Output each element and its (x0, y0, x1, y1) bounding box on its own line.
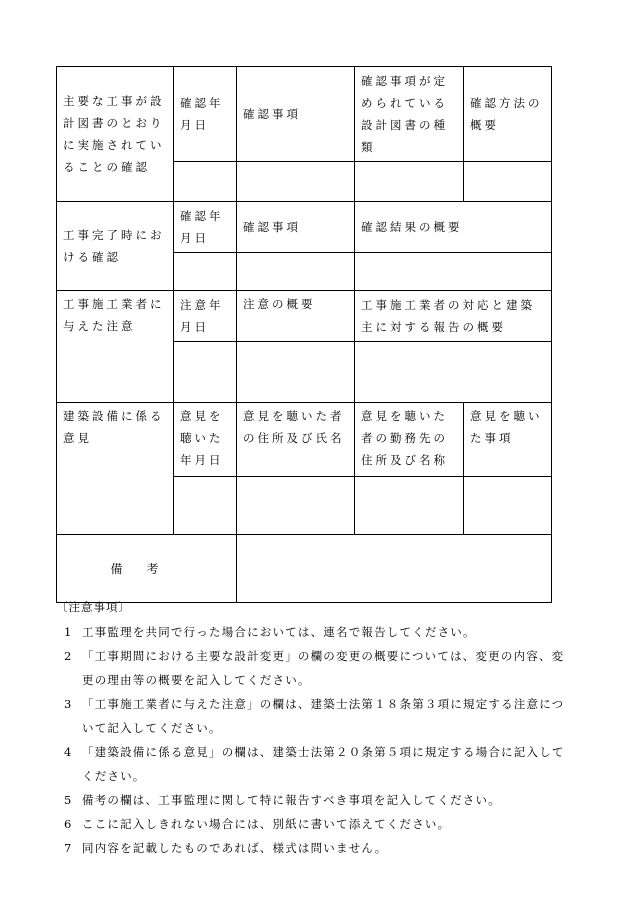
note-item (56, 812, 576, 836)
section2-header-result: 確認結果の概要 (355, 202, 552, 253)
construction-supervision-report-table (56, 66, 552, 603)
note-item (56, 692, 576, 740)
note-text: 「工事施工業者に与えた注意」の欄は、建築士法第１８条第３項に規定する注意について記入してください。 (82, 697, 565, 735)
note-number: 4 (64, 745, 73, 759)
note-text: 備考の欄は、工事監理に関して特に報告すべき事項を記入してください。 (82, 793, 501, 807)
remarks-label: 備考 (57, 535, 237, 603)
remarks-cell[interactable] (237, 535, 552, 603)
section4-person-cell[interactable] (237, 477, 355, 535)
note-number: 3 (64, 697, 73, 711)
note-item (56, 740, 576, 788)
section4-header-person: 意見を聴いた者の住所及び氏名 (237, 403, 355, 477)
section2-date-cell[interactable] (174, 253, 237, 291)
note-text: 「建築設備に係る意見」の欄は、建築士法第２０条第５項に規定する場合に記入してください。 (82, 745, 565, 783)
section4-date-cell[interactable] (174, 477, 237, 535)
note-number: 7 (64, 841, 73, 855)
section1-header-document-type: 確認事項が定められている設計図書の種類 (355, 67, 464, 162)
section-building-equipment-opinion-label: 建築設備に係る意見 (57, 403, 174, 535)
section2-header-item: 確認事項 (237, 202, 355, 253)
note-text: 工事監理を共同で行った場合においては、連名で報告してください。 (82, 625, 476, 639)
section-contractor-notice-label: 工事施工業者に与えた注意 (57, 291, 174, 403)
section3-header-summary: 注意の概要 (237, 291, 355, 342)
section1-header-method: 確認方法の概要 (464, 67, 552, 162)
note-number: 5 (64, 793, 73, 807)
note-text: 「工事期間における主要な設計変更」の欄の変更の概要については、変更の内容、変更の理由等の概要を記入してください。 (82, 649, 565, 687)
note-number: 2 (64, 649, 73, 663)
section2-header-date: 確認年月日 (174, 202, 237, 253)
section4-header-date: 意見を聴いた年月日 (174, 403, 237, 477)
section1-item-cell[interactable] (237, 162, 355, 202)
note-item (56, 836, 576, 860)
note-text: 同内容を記載したものであれば、様式は問いません。 (82, 841, 388, 855)
section1-document-type-cell[interactable] (355, 162, 464, 202)
section3-summary-cell[interactable] (237, 342, 355, 403)
note-text: ここに記入しきれない場合には、別紙に書いて添えてください。 (82, 817, 451, 831)
section-completion-check-label: 工事完了時における確認 (57, 202, 174, 291)
section1-header-item: 確認事項 (237, 67, 355, 162)
note-number: 1 (64, 625, 73, 639)
section3-response-cell[interactable] (355, 342, 552, 403)
note-item (56, 644, 576, 692)
notes-list (56, 620, 576, 860)
section4-header-employer: 意見を聴いた者の勤務先の住所及び名称 (355, 403, 464, 477)
note-item (56, 788, 576, 812)
section-design-conformity-label: 主要な工事が設計図書のとおりに実施されていることの確認 (57, 67, 174, 202)
section4-matter-cell[interactable] (464, 477, 552, 535)
notes-section (56, 598, 576, 860)
section4-header-matter: 意見を聴いた事項 (464, 403, 552, 477)
section4-employer-cell[interactable] (355, 477, 464, 535)
section2-result-cell[interactable] (355, 253, 552, 291)
section2-item-cell[interactable] (237, 253, 355, 291)
section1-method-cell[interactable] (464, 162, 552, 202)
note-item (56, 620, 576, 644)
section1-header-date: 確認年月日 (174, 67, 237, 162)
section3-date-cell[interactable] (174, 342, 237, 403)
section1-date-cell[interactable] (174, 162, 237, 202)
notes-title: 〔注意事項〕 (56, 600, 131, 614)
note-number: 6 (64, 817, 73, 831)
section3-header-response: 工事施工業者の対応と建築主に対する報告の概要 (355, 291, 552, 342)
section3-header-date: 注意年月日 (174, 291, 237, 342)
